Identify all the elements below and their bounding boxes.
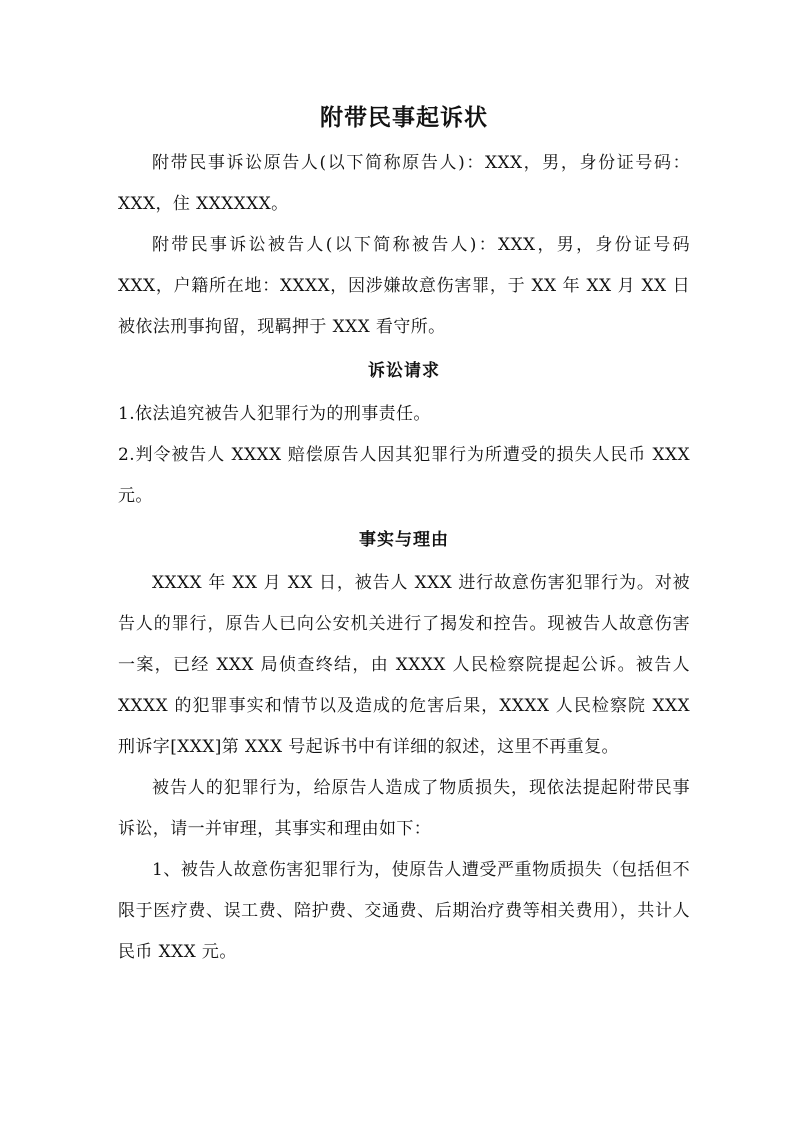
plaintiff-paragraph: 附带民事诉讼原告人(以下简称原告人)：XXX，男，身份证号码：XXX，住 XXXXXX。 xyxy=(118,153,690,214)
facts-paragraph: 被告人的犯罪行为，给原告人造成了物质损失，现依法提起附带民事诉讼，请一并审理，其事实和理由如下： xyxy=(118,778,690,839)
defendant-paragraph: 附带民事诉讼被告人(以下简称被告人)：XXX，男，身份证号码 XXX，户籍所在地：XXXX，因涉嫌故意伤害罪，于 XX 年 XX 月 XX 日被依法刑事拘留，现羁押于 XXX 看守所。 xyxy=(118,235,690,337)
document-body xyxy=(118,95,690,973)
claims-heading: 诉讼请求 xyxy=(368,361,440,381)
claim-item: 2.判令被告人 XXXX 赔偿原告人因其犯罪行为所遭受的损失人民币 XXX 元。 xyxy=(118,445,690,506)
facts-paragraph: XXXX 年 XX 月 XX 日，被告人 XXX 进行故意伤害犯罪行为。对被告人的罪行，原告人已向公安机关进行了揭发和控告。现被告人故意伤害一案，已经 XXX 局侦查终结，由 XXXX 人民检察院提起公诉。被告人 XXXX 的犯罪事实和情节以及造成的危害后果，XXXX 人民检察院 XXX 刑诉字[XXX]第 XXX 号起诉书中有详细的叙述，这里不再重复。 xyxy=(118,573,690,757)
document-title: 附带民事起诉状 xyxy=(320,105,488,131)
facts-paragraph: 1、被告人故意伤害犯罪行为，使原告人遭受严重物质损失（包括但不限于医疗费、误工费、陪护费、交通费、后期治疗费等相关费用），共计人民币 XXX 元。 xyxy=(118,860,690,962)
claim-item: 1.依法追究被告人犯罪行为的刑事责任。 xyxy=(118,404,431,424)
facts-heading: 事实与理由 xyxy=(359,530,449,550)
